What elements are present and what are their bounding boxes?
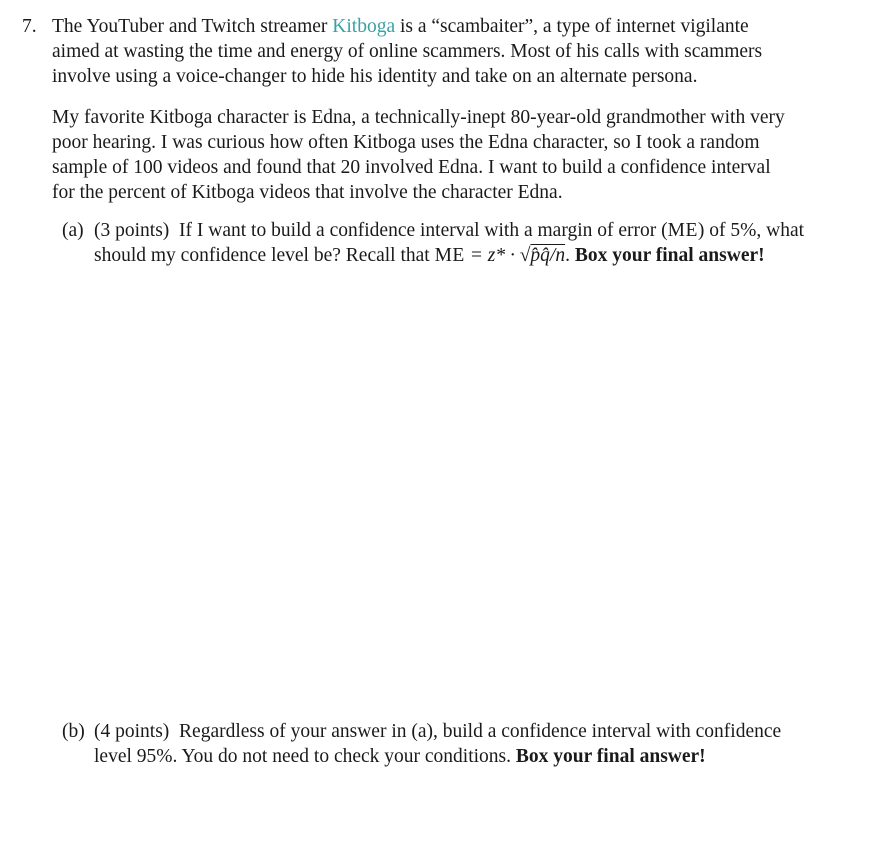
formula-equals: = z* · √ [464,245,531,266]
part-b-line-2 [62,744,877,769]
intro-line-3: involve using a voice-changer to hide his identity and take on an alternate persona. [52,66,698,87]
intro-line-2: aimed at wasting the time and energy of online scammers. Most of his calls with scammers [52,41,763,62]
part-b-label: (b) [62,721,85,742]
part-b-text-2: level 95%. You do not need to check your conditions. [94,746,516,767]
part-a-points: (3 points) [94,220,170,241]
part-b-box-instruction: Box your final answer! [515,746,706,767]
part-a-text-2: should my confidence level be? Recall that [94,245,435,266]
part-a-box-instruction: Box your final answer! [574,245,765,266]
part-b-points: (4 points) [94,721,170,742]
formula-end: . [565,245,575,266]
part-a-label: (a) [62,220,84,241]
part-a-me-abbrev: ME [667,220,698,241]
part-b-answer-space[interactable] [62,775,877,855]
context-line-3: sample of 100 videos and found that 20 involved Edna. I want to build a confidence interval [52,157,771,178]
part-a [62,218,877,268]
context-line-2: poor hearing. I was curious how often Kitboga uses the Edna character, so I took a random [52,132,760,153]
part-a-line-2 [62,243,877,268]
formula-me: ME [434,245,465,266]
part-b [62,719,877,769]
part-b-line-1 [62,719,877,744]
question-intro [52,14,872,89]
intro-line-1 [52,14,872,39]
context-line-4: for the percent of Kitboga videos that involve the character Edna. [52,182,563,203]
kitboga-link[interactable]: Kitboga [332,16,396,37]
intro-line-1-start: The YouTuber and Twitch streamer [52,16,333,37]
part-b-text-1: Regardless of your answer in (a), build a confidence interval with confidence [179,721,782,742]
part-a-text-1-end: ) of 5%, what [697,220,805,241]
question-number: 7. [22,16,37,37]
context-line-1: My favorite Kitboga character is Edna, a technically-inept 80-year-old grandmother with very [52,107,785,128]
part-a-text-1: If I want to build a confidence interval with a margin of error ( [179,220,668,241]
formula-radicand: p̂q̂/n [530,245,566,266]
part-a-answer-space[interactable] [62,275,877,705]
question-context [52,105,877,205]
intro-line-1-end: is a “scambaiter”, a type of internet vigilante [395,16,749,37]
part-a-line-1 [62,218,877,243]
